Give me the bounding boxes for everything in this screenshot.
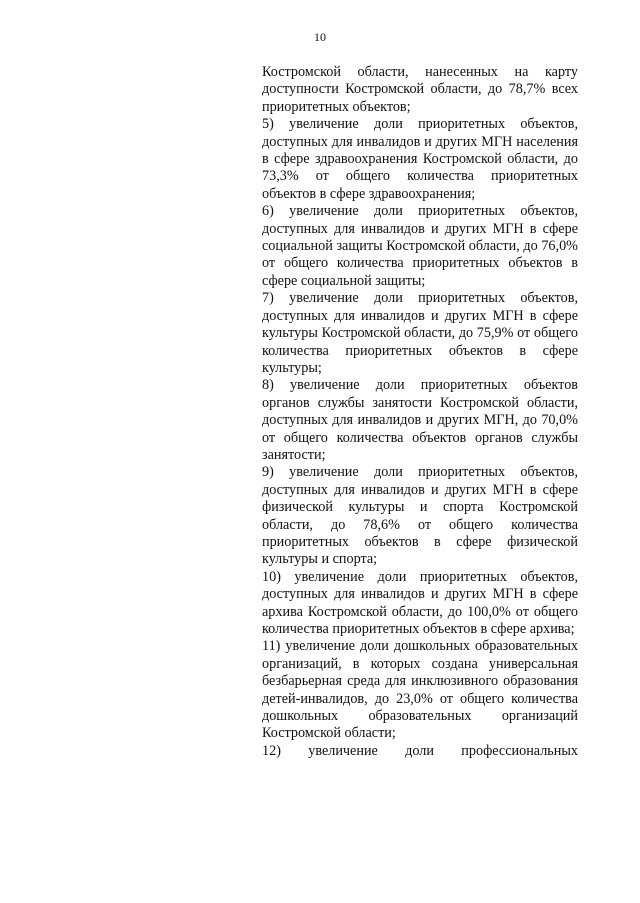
paragraph-item-12: 12) увеличение доли профессиональных xyxy=(262,742,578,759)
document-text-column xyxy=(262,64,578,760)
paragraph-item-10: 10) увеличение доли приоритетных объектов, доступных для инвалидов и других МГН в сфере архива Костромской области, до 100,0% от общего количества приоритетных объектов в сфере архива; xyxy=(262,568,578,637)
paragraph-item-7: 7) увеличение доли приоритетных объектов, доступных для инвалидов и других МГН в сфере культуры Костромской области, до 75,9% от общего количества приоритетных объектов в сфере культуры; xyxy=(262,290,578,376)
paragraph-item-9: 9) увеличение доли приоритетных объектов, доступных для инвалидов и других МГН в сфере физической культуры и спорта Костромской области, до 78,6% от общего количества приоритетных объектов в сфере физической культуры и спорта; xyxy=(262,464,578,568)
page-number: 10 xyxy=(314,30,326,44)
paragraph-item-8: 8) увеличение доли приоритетных объектов органов службы занятости Костромской области, доступных для инвалидов и других МГН, до 70,0% от общего количества объектов органов службы занятости; xyxy=(262,377,578,463)
paragraph-item-6: 6) увеличение доли приоритетных объектов, доступных для инвалидов и других МГН в сфере социальной защиты Костромской области, до 76,0% от общего количества приоритетных объектов в сфере социальной защиты; xyxy=(262,203,578,289)
paragraph-item-5: 5) увеличение доли приоритетных объектов, доступных для инвалидов и других МГН населения в сфере здравоохранения Костромской области, до 73,3% от общего количества приоритетных объектов в сфере здравоохранения; xyxy=(262,116,578,202)
paragraph-item-11: 11) увеличение доли дошкольных образовательных организаций, в которых создана универсальная безбарьерная среда для инклюзивного образования детей-инвалидов, до 23,0% от общего количества дошкольных образовательных организаций Костромской области; xyxy=(262,638,578,742)
paragraph-continuation: Костромской области, нанесенных на карту доступности Костромской области, до 78,7% всех приоритетных объектов; xyxy=(262,64,578,115)
